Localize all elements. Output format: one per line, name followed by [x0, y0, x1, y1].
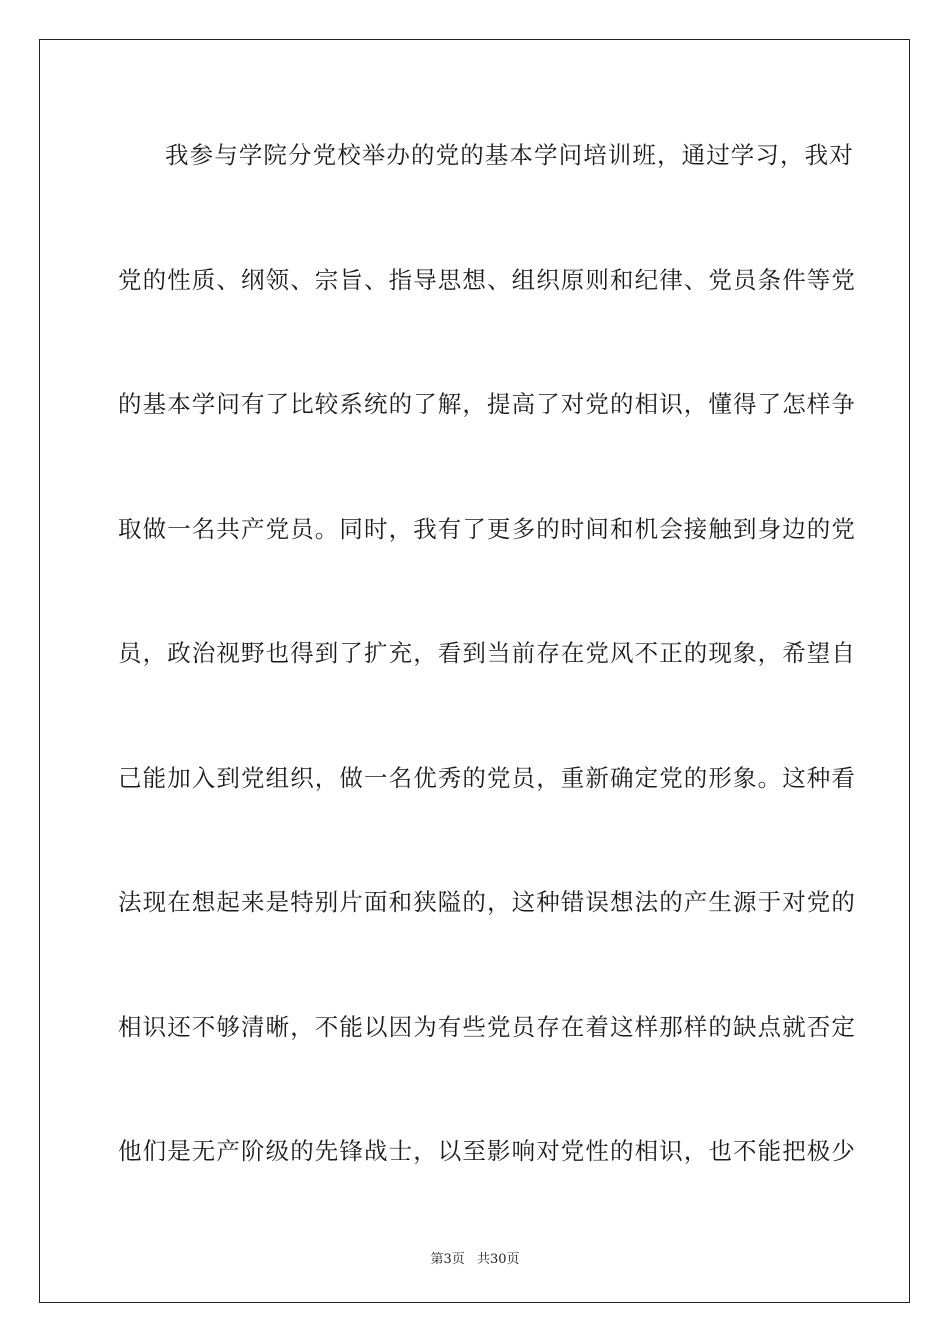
total-pages: 共30页: [476, 1252, 520, 1267]
text-line: 党的性质、纲领、宗旨、指导思想、组织原则和纪律、党员条件等党: [118, 265, 856, 294]
text-line: 的基本学问有了比较系统的了解，提高了对党的相识，懂得了怎样争: [118, 390, 856, 418]
body-text: [118, 124, 856, 1245]
text-line: 我参与学院分党校举办的党的基本学问培训班，通过学习，我对: [165, 141, 854, 169]
text-line: 员，政治视野也得到了扩充，看到当前存在党风不正的现象，希望自: [118, 639, 856, 667]
text-line: 取做一名共产党员。同时，我有了更多的时间和机会接触到身边的党: [118, 514, 856, 543]
text-line: 相识还不够清晰，不能以因为有些党员存在着这样那样的缺点就否定: [118, 1012, 856, 1041]
page-number: 第3页: [430, 1252, 465, 1267]
page-footer: [0, 1248, 950, 1267]
text-line: 法现在想起来是特别片面和狭隘的，这种错误想法的产生源于对党的: [118, 888, 856, 916]
text-line: 他们是无产阶级的先锋战士，以至影响对党性的相识，也不能把极少: [118, 1137, 856, 1165]
text-line: 己能加入到党组织，做一名优秀的党员，重新确定党的形象。这种看: [118, 763, 856, 792]
